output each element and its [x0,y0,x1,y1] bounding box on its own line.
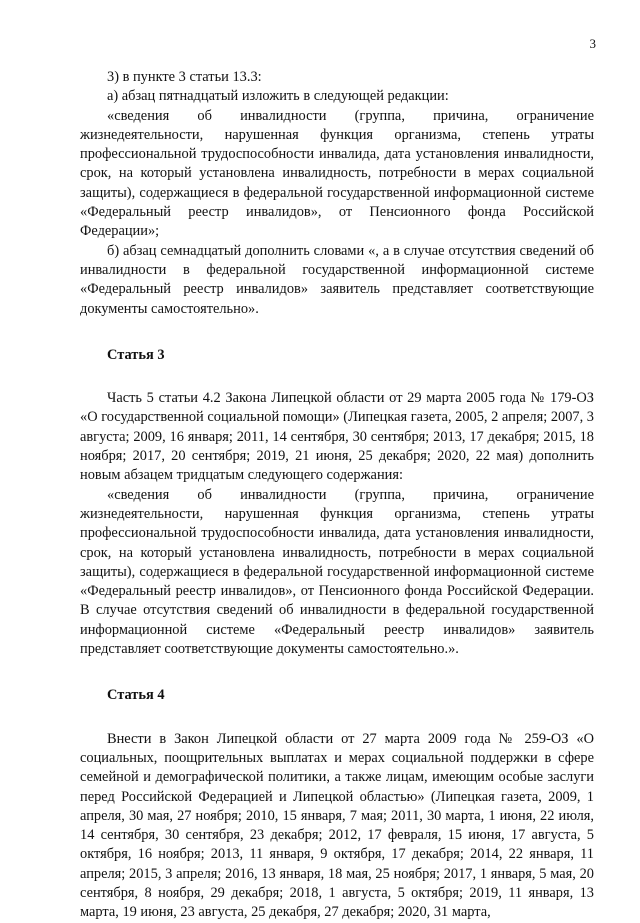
list-item-subpoint-b: б) абзац семнадцатый дополнить словами «, а в случае отсутствия сведений об инвалидности в федеральной государственной информационной системе «Федеральный реестр инвалидов» заявитель представляет соответствующие документы самостоятельно». [80,242,594,317]
list-item-point-3: 3) в пункте 3 статьи 13.3: [107,69,262,85]
page-number: 3 [589,36,596,51]
document-body [80,68,594,923]
quoted-paragraph: «сведения об инвалидности (группа, причина, ограничение жизнедеятельности, нарушенная функция организма, степень утраты профессиональной трудоспособности инвалида, дата установления инвалидности, срок, на который установлена инвалидность, потребности в мерах социальной защиты), содержащиеся в федеральной государственной информационной системе «Федеральный реестр инвалидов», от Пенсионного фонда Российской Федерации»; [80,107,594,240]
article-heading: Статья 3 [107,346,165,363]
article-heading: Статья 4 [107,687,165,704]
paragraph: Внести в Закон Липецкой области от 27 марта 2009 года № 259-ОЗ «О социальных, поощрительных выплатах и мерах социальной поддержки в сфере семейной и демографической политики, а также лицам, имеющим особые заслуги перед Российской Федерацией и Липецкой областью» (Липецкая газета, 2009, 1 апреля, 30 мая, 27 ноября; 2010, 15 января, 7 мая; 2011, 30 марта, 1 июня, 22 июля, 14 сентября, 30 сентября, 23 декабря; 2012, 17 февраля, 15 июня, 17 августа, 5 октября, 16 ноября; 2013, 11 января, 9 октября, 17 декабря; 2014, 22 января, 11 апреля; 2015, 3 апреля; 2016, 13 января, 18 мая, 25 ноября; 2017, 1 января, 5 мая, 20 сентября, 8 ноября, 29 декабря; 2018, 1 августа, 5 октября; 2019, 11 января, 13 марта, 19 июня, 23 августа, 25 декабря, 27 декабря; 2020, 31 марта, [80,730,594,921]
quoted-paragraph: «сведения об инвалидности (группа, причина, ограничение жизнедеятельности, нарушенная функция организма, степень утраты профессиональной трудоспособности инвалида, дата установления инвалидности, срок, на который установлена инвалидность, потребности в мерах социальной защиты), содержащиеся в федеральной государственной информационной системе «Федеральный реестр инвалидов», от Пенсионного фонда Российской Федерации. В случае отсутствия сведений об инвалидности в федеральной государственной информационной системе «Федеральный реестр инвалидов» заявитель представляет соответствующие документы самостоятельно.». [80,486,594,658]
paragraph: Часть 5 статьи 4.2 Закона Липецкой области от 29 марта 2005 года № 179-ОЗ «О государственной социальной помощи» (Липецкая газета, 2005, 2 апреля; 2007, 3 августа; 2009, 16 января; 2011, 14 сентября, 30 сентября; 2013, 17 декабря; 2015, 18 ноября; 2017, 20 сентября; 2019, 21 июня, 25 декабря; 2020, 22 мая) дополнить новым абзацем тридцатым следующего содержания: [80,390,594,484]
list-item-subpoint-a: а) абзац пятнадцатый изложить в следующей редакции: [107,88,449,105]
